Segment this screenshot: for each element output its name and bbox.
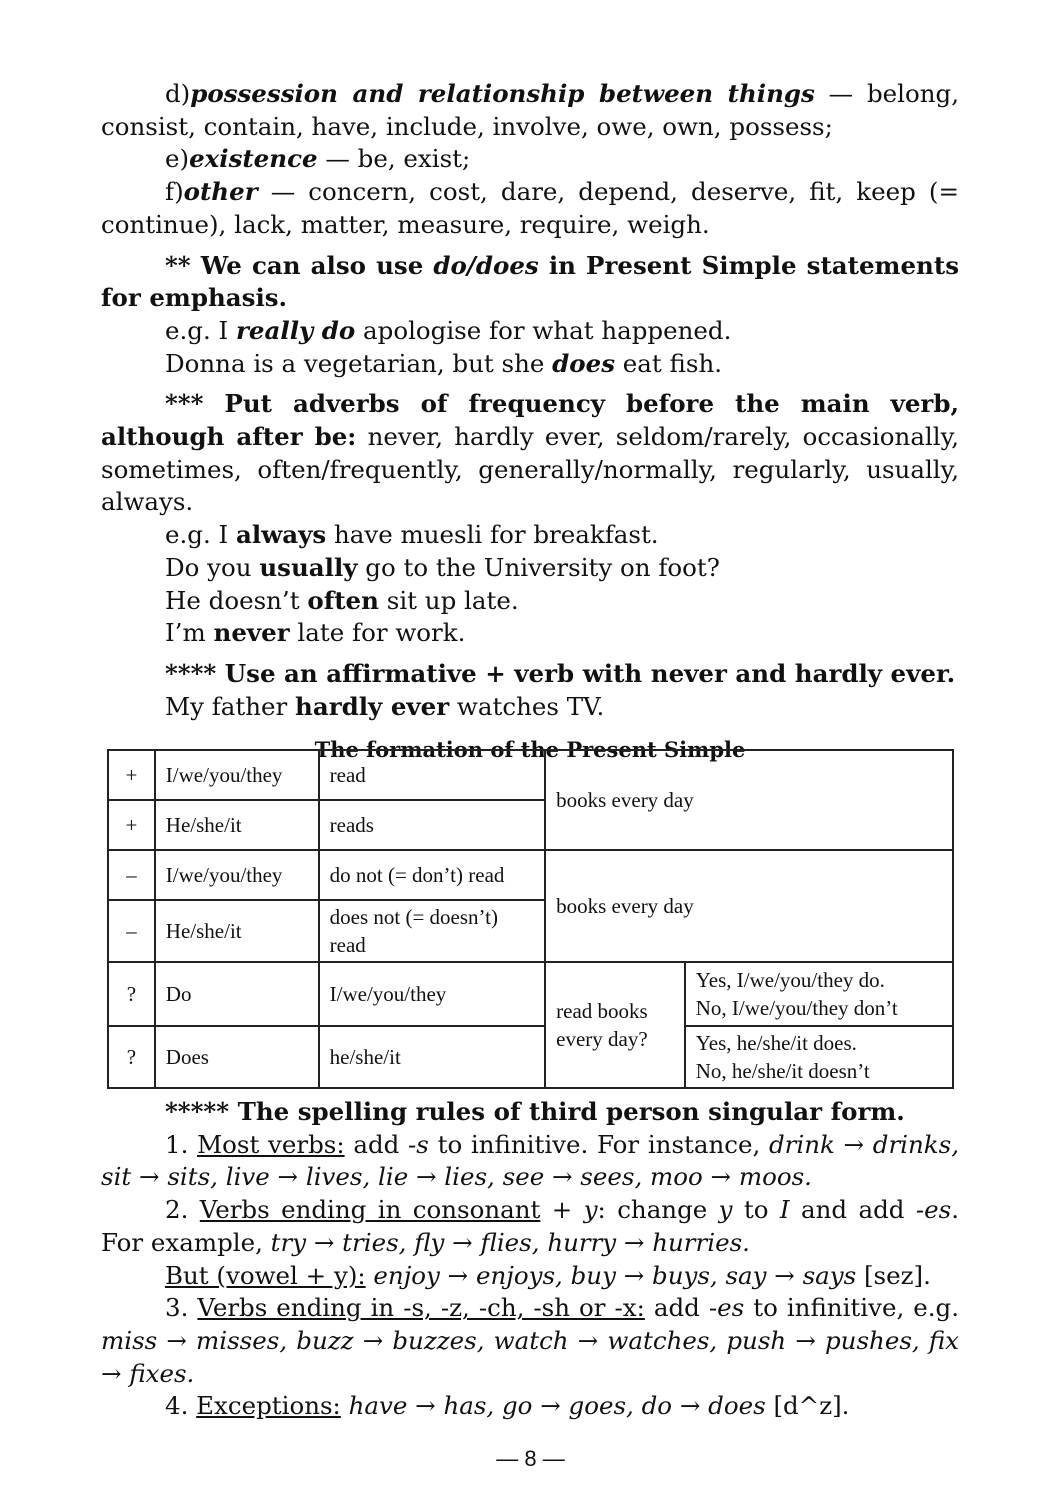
table-cell: Does: [155, 1026, 319, 1088]
table-cell: read books every day?: [545, 962, 685, 1088]
note-emphasis: ** We can also use do/does in Present Simple statements for emphasis.: [101, 250, 959, 313]
table-cell: –: [108, 900, 155, 962]
present-simple-table: [107, 749, 954, 1089]
paragraph-d: d)possession and relationship between things — belong, consist, contain, have, include, involve, owe, own, possess;: [101, 79, 959, 141]
table-cell: +: [108, 800, 155, 850]
table-cell: reads: [319, 800, 545, 850]
table-cell: books every day: [545, 850, 953, 962]
table-row: [108, 962, 953, 1026]
example-line: I’m never late for work.: [165, 618, 466, 648]
spelling-rules: [101, 1096, 959, 1423]
table-title: The formation of the Present Simple: [314, 737, 746, 763]
table-cell: Do: [155, 962, 319, 1026]
main-text: [101, 78, 959, 775]
table-cell: I/we/you/they: [155, 750, 319, 800]
note-spelling: ***** The spelling rules of third person singular form.: [165, 1097, 905, 1126]
table-cell: books every day: [545, 750, 953, 850]
example-line: My father hardly ever watches TV.: [165, 691, 605, 721]
rule-1: 1. Most verbs: add -s to infinitive. For instance, drink → drinks, sit → sits, live → lives, lie → lies, see → sees, moo → moos.: [101, 1129, 959, 1192]
table-row: [108, 850, 953, 900]
table-row: [108, 750, 953, 800]
rule-2: 2. Verbs ending in consonant + y: change y to I and add -es. For example, try → tries, fly → flies, hurry → hurries.: [101, 1195, 960, 1257]
paragraph-e: e)existence — be, exist;: [165, 144, 471, 174]
example-line: e.g. I always have muesli for breakfast.: [165, 520, 659, 550]
note-adverbs: *** Put adverbs of frequency before the main verb, although after be: never, hardly ever, seldom/rarely, occasionally, sometimes, often/frequently, generally/normally, regularly, usually, always.: [101, 389, 959, 517]
table-cell: ?: [108, 1026, 155, 1088]
example-line: Donna is a vegetarian, but she does eat fish.: [165, 348, 723, 378]
table-cell: He/she/it: [155, 900, 319, 962]
table-cell: he/she/it: [319, 1026, 545, 1088]
answer-line: No, I/we/you/they don’t: [695, 996, 898, 1020]
example-line: He doesn’t often sit up late.: [165, 585, 519, 615]
example-line: Do you usually go to the University on foot?: [165, 552, 720, 582]
paragraph-f: f)other — concern, cost, dare, depend, deserve, fit, keep (= continue), lack, matter, measure, require, weigh.: [101, 177, 959, 239]
table-cell: [685, 1026, 953, 1088]
table-cell: I/we/you/they: [155, 850, 319, 900]
answer-line: Yes, he/she/it does.: [695, 1031, 857, 1055]
table-cell: [685, 962, 953, 1026]
table-cell: He/she/it: [155, 800, 319, 850]
table-cell: +: [108, 750, 155, 800]
answer-line: No, he/she/it doesn’t: [695, 1059, 870, 1083]
answer-line: Yes, I/we/you/they do.: [695, 968, 885, 992]
table-cell: read: [319, 750, 545, 800]
example-line: e.g. I really do apologise for what happened.: [165, 315, 732, 345]
rule-3: 3. Verbs ending in -s, -z, -ch, -sh or -x: add -es to infinitive, e.g. miss → misses, buzz → buzzes, watch → watches, push → pushes, fix → fixes.: [101, 1293, 959, 1388]
table-row: [108, 1026, 953, 1088]
table-cell: ?: [108, 962, 155, 1026]
table-cell: do not (= don’t) read: [319, 850, 545, 900]
rule-2-vowel: But (vowel + y): enjoy → enjoys, buy → buys, say → says [sez].: [165, 1260, 931, 1290]
note-affirmative: **** Use an affirmative + verb with never and hardly ever.: [165, 658, 956, 688]
table-cell: –: [108, 850, 155, 900]
page-number: — 8 —: [496, 1446, 565, 1471]
table-cell: does not (= doesn’t) read: [319, 900, 545, 962]
rule-4: 4. Exceptions: have → has, go → goes, do → does [d^z].: [165, 1391, 850, 1421]
table-cell: I/we/you/they: [319, 962, 545, 1026]
